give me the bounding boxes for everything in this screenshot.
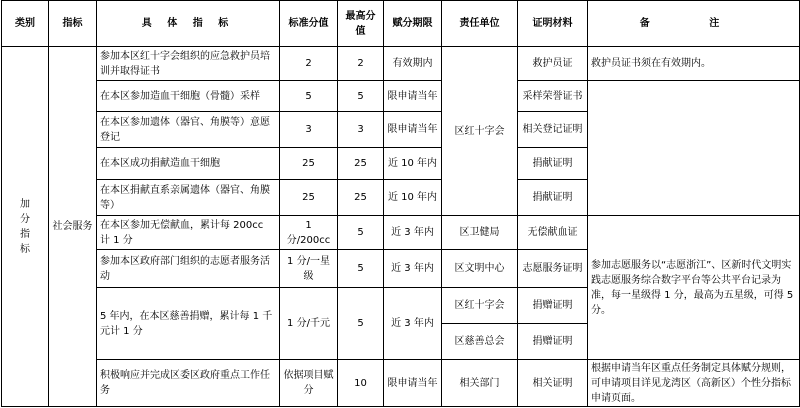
period-cell: 近 3 年内 <box>384 250 442 288</box>
period-cell: 近 10 年内 <box>384 148 442 180</box>
remark-cell: 参加志愿服务以“志愿浙江”、区新时代文明实践志愿服务综合数字平台等公共平台记录为准，每一星级得 1 分，最高为五星级，可得 5 分。 <box>588 216 800 360</box>
proof-cell: 捐献证明 <box>518 148 588 180</box>
unit-cell: 区文明中心 <box>442 250 518 288</box>
max-score-cell: 5 <box>338 81 384 112</box>
period-cell: 近 10 年内 <box>384 180 442 216</box>
standard-score-cell: 1 分/千元 <box>280 288 338 360</box>
max-score-cell: 5 <box>338 250 384 288</box>
proof-cell: 救护员证 <box>518 47 588 81</box>
detail-cell: 参加本区政府部门组织的志愿者服务活动 <box>97 250 280 288</box>
proof-cell: 采样荣誉证书 <box>518 81 588 112</box>
detail-cell: 积极响应并完成区委区政府重点工作任务 <box>97 360 280 407</box>
category-char: 加 <box>20 198 30 210</box>
standard-score-cell: 5 <box>280 81 338 112</box>
period-cell: 限申请当年 <box>384 81 442 112</box>
standard-score-cell: 依据项目赋分 <box>280 360 338 407</box>
max-score-cell: 5 <box>338 288 384 360</box>
standard-score-cell: 25 <box>280 180 338 216</box>
remark-cell: 救护员证书须在有效期内。 <box>588 47 800 81</box>
unit-cell: 区红十字会 <box>442 288 518 324</box>
remark-cell-empty <box>588 81 800 216</box>
detail-cell: 在本区捐献直系亲属遗体（器官、角膜等） <box>97 180 280 216</box>
proof-cell: 志愿服务证明 <box>518 250 588 288</box>
header-responsible-unit: 责任单位 <box>442 1 518 47</box>
max-score-cell: 25 <box>338 148 384 180</box>
detail-cell: 5 年内，在本区慈善捐赠，累计每 1 千元计 1 分 <box>97 288 280 360</box>
unit-cell: 区卫健局 <box>442 216 518 250</box>
header-remarks: 备 注 <box>588 1 800 47</box>
header-period: 赋分期限 <box>384 1 442 47</box>
period-cell: 近 3 年内 <box>384 288 442 360</box>
header-category: 类别 <box>2 1 49 47</box>
period-cell: 限申请当年 <box>384 112 442 148</box>
header-indicator: 指标 <box>49 1 97 47</box>
table-row <box>2 216 800 250</box>
proof-cell: 无偿献血证 <box>518 216 588 250</box>
header-row <box>2 1 800 47</box>
max-score-cell: 2 <box>338 47 384 81</box>
table-row <box>2 47 800 81</box>
category-char: 分 <box>20 213 30 225</box>
proof-cell: 捐赠证明 <box>518 288 588 324</box>
category-cell <box>2 47 49 407</box>
detail-cell: 在本区参加造血干细胞（骨髓）采样 <box>97 81 280 112</box>
max-score-cell: 3 <box>338 112 384 148</box>
max-score-cell: 25 <box>338 180 384 216</box>
proof-cell: 相关证明 <box>518 360 588 407</box>
category-char: 标 <box>20 243 30 255</box>
standard-score-cell: 2 <box>280 47 338 81</box>
header-proof: 证明材料 <box>518 1 588 47</box>
proof-cell: 捐赠证明 <box>518 324 588 360</box>
scoring-table <box>1 0 800 407</box>
detail-cell: 在本区成功捐献造血干细胞 <box>97 148 280 180</box>
max-score-cell: 5 <box>338 216 384 250</box>
standard-score-cell: 25 <box>280 148 338 180</box>
standard-score-cell: 3 <box>280 112 338 148</box>
period-cell: 近 3 年内 <box>384 216 442 250</box>
period-cell: 限申请当年 <box>384 360 442 407</box>
header-standard-score: 标准分值 <box>280 1 338 47</box>
max-score-cell: 10 <box>338 360 384 407</box>
category-char: 指 <box>20 228 30 240</box>
header-max-score: 最高分值 <box>338 1 384 47</box>
proof-cell: 捐献证明 <box>518 180 588 216</box>
header-detail: 具 体 指 标 <box>97 1 280 47</box>
table-row <box>2 360 800 407</box>
standard-score-cell: 1 分/200cc <box>280 216 338 250</box>
standard-score-cell: 1 分/一星级 <box>280 250 338 288</box>
detail-cell: 参加本区红十字会组织的应急救护员培训并取得证书 <box>97 47 280 81</box>
detail-cell: 在本区参加遗体（器官、角膜等）意愿登记 <box>97 112 280 148</box>
detail-cell: 在本区参加无偿献血，累计每 200cc 计 1 分 <box>97 216 280 250</box>
unit-cell: 区红十字会 <box>442 47 518 216</box>
unit-cell: 区慈善总会 <box>442 324 518 360</box>
indicator-cell: 社会服务 <box>49 47 97 407</box>
unit-cell: 相关部门 <box>442 360 518 407</box>
period-cell: 有效期内 <box>384 47 442 81</box>
table-row <box>2 81 800 112</box>
proof-cell: 相关登记证明 <box>518 112 588 148</box>
remark-cell: 根据申请当年区重点任务制定具体赋分规则，可申请项目详见龙湾区（高新区）个性分指标申请页面。 <box>588 360 800 407</box>
